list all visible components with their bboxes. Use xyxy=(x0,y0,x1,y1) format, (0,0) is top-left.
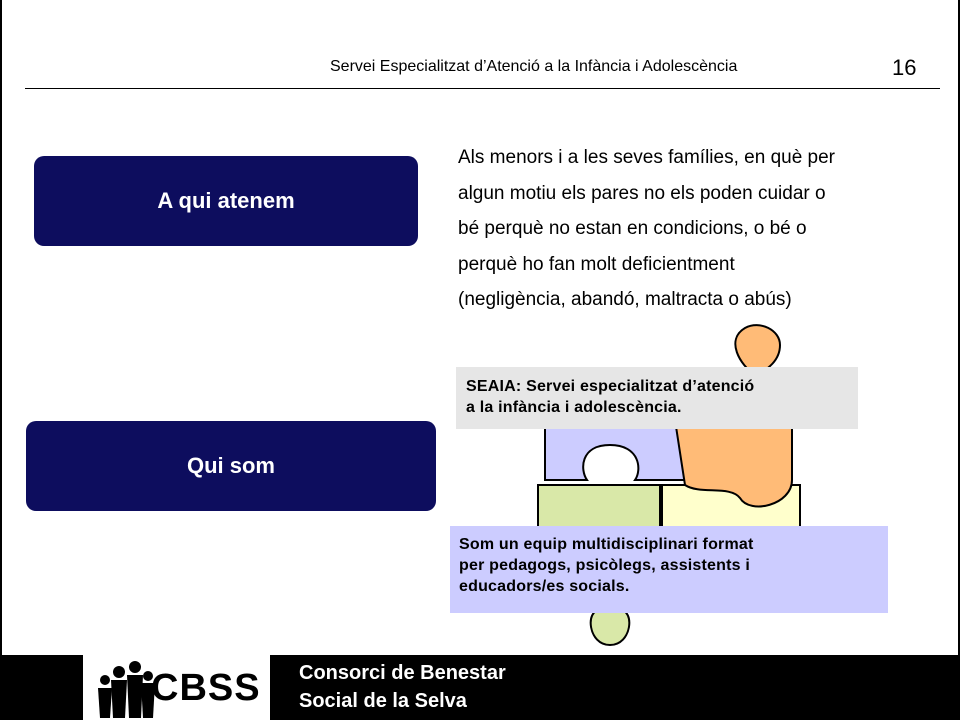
puzzle-knob-bottom xyxy=(591,610,630,645)
footer-org-line-2: Social de la Selva xyxy=(299,690,467,712)
callout-seaia xyxy=(456,367,858,429)
frame-left-border xyxy=(0,0,2,655)
page-number: 16 xyxy=(892,55,917,80)
description-line: perquè ho fan molt deficientment xyxy=(458,253,735,275)
description-line: (negligència, abandó, maltracta o abús) xyxy=(458,289,792,310)
callout-line: SEAIA: Servei especialitzat d’atenció xyxy=(466,378,755,395)
description-line: Als menors i a les seves famílies, en què per xyxy=(458,147,836,168)
footer-org-line-1: Consorci de Benestar xyxy=(299,662,506,684)
callout-line: Som un equip multidisciplinari format xyxy=(459,536,754,553)
section-label-qui-som: Qui som xyxy=(26,421,436,511)
description-line: bé perquè no estan en condicions, o bé o xyxy=(458,218,807,239)
section-description xyxy=(458,140,943,318)
callout-line: per pedagogs, psicòlegs, assistents i xyxy=(459,557,751,574)
callout-team xyxy=(450,526,888,613)
logo-text: CBSS xyxy=(151,667,261,709)
section-label-a-qui-atenem: A qui atenem xyxy=(34,156,418,246)
header-divider xyxy=(25,88,940,89)
callout-line: a la infància i adolescència. xyxy=(466,399,682,416)
callout-line: educadors/es socials. xyxy=(459,578,630,595)
description-line: algun motiu els pares no els poden cuidar o xyxy=(458,182,826,204)
logo xyxy=(83,655,270,720)
header-title: Servei Especialitzat d’Atenció a la Infància i Adolescència xyxy=(330,58,738,75)
